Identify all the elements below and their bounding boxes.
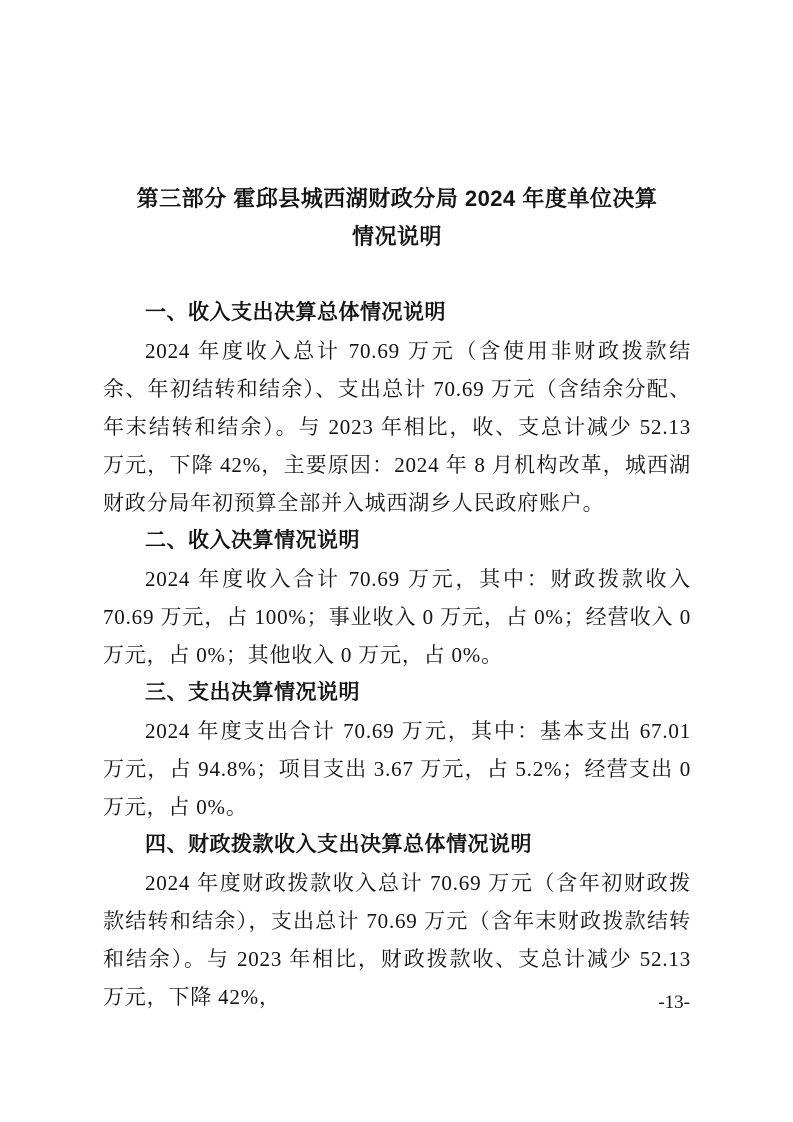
section-paragraph-3: 2024 年度支出合计 70.69 万元，其中：基本支出 67.01 万元，占 94.8%；项目支出 3.67 万元，占 5.2%；经营支出 0 万元，占 0%。 <box>103 719 691 819</box>
page-number: -13- <box>658 992 690 1013</box>
section-heading-2: 二、收入决算情况说明 <box>145 529 360 552</box>
document-content <box>103 180 691 1016</box>
document-title-line-2: 情况说明 <box>351 224 442 249</box>
section-heading-3: 三、支出决算情况说明 <box>145 681 360 704</box>
section-heading-4: 四、财政拨款收入支出决算总体情况说明 <box>145 833 532 856</box>
section-paragraph-1: 2024 年度收入总计 70.69 万元（含使用非财政拨款结余、年初结转和结余）、支出总计 70.69 万元（含结余分配、年末结转和结余）。与 2023 年相比，收、支总计减少 52.13 万元，下降 42%，主要原因：2024 年 8 月机构改革，城西湖财政分局年初预算全部并入城西湖乡人民政府账户。 <box>103 339 691 515</box>
document-title-line-1: 第三部分 霍邱县城西湖财政分局 2024 年度单位决算 <box>136 186 658 211</box>
title-spacer <box>103 256 691 294</box>
section-paragraph-2: 2024 年度收入合计 70.69 万元，其中：财政拨款收入 70.69 万元，占 100%；事业收入 0 万元，占 0%；经营收入 0 万元，占 0%；其他收入 0 万元，占 0%。 <box>103 567 691 667</box>
section-heading-1: 一、收入支出决算总体情况说明 <box>145 301 446 324</box>
section-paragraph-4: 2024 年度财政拨款收入总计 70.69 万元（含年初财政拨款结转和结余），支出总计 70.69 万元（含年末财政拨款结转和结余）。与 2023 年相比，财政拨款收、支总计减少 52.13 万元，下降 42%， <box>103 871 691 1009</box>
